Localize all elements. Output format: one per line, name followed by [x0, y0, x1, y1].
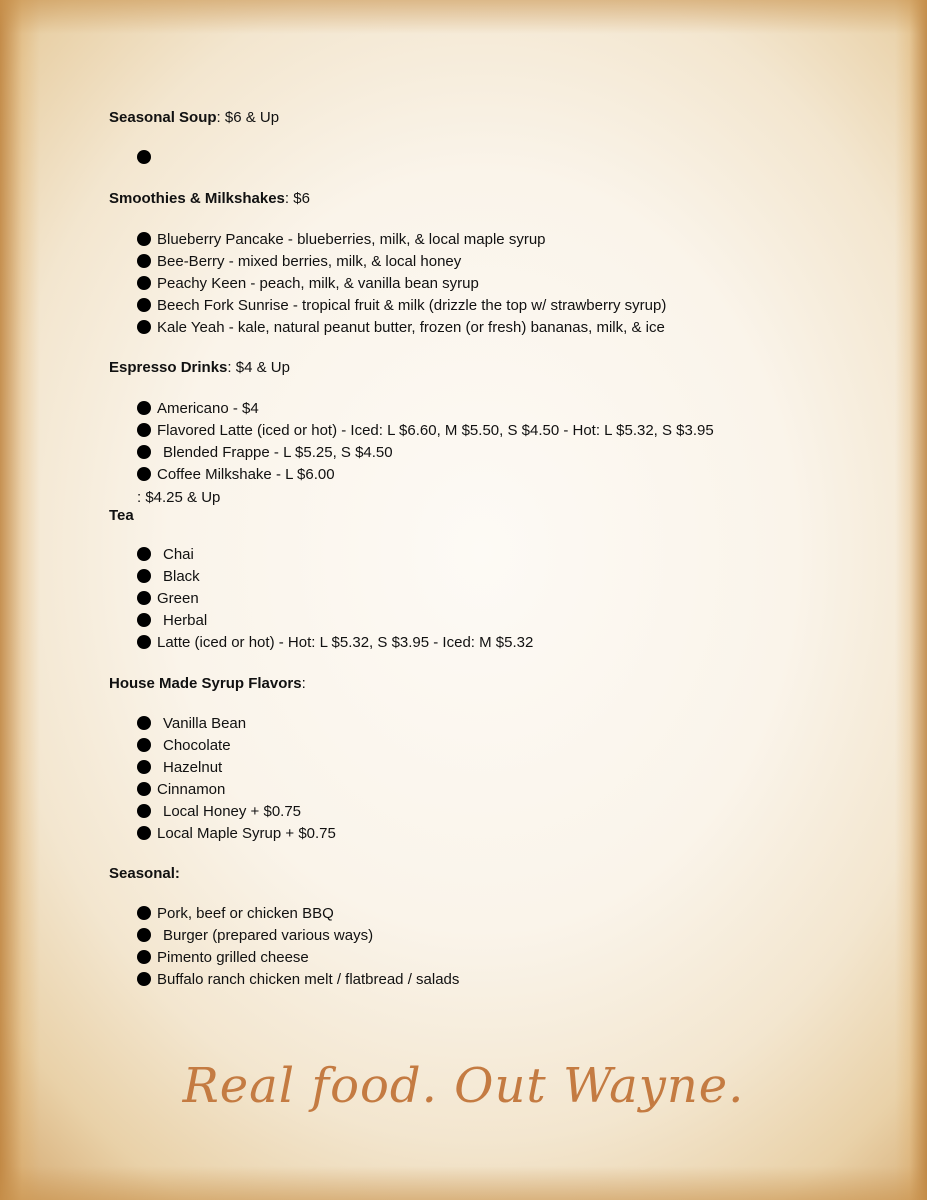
- bullet-icon: [137, 928, 151, 942]
- soup-price: : $6 & Up: [216, 109, 280, 126]
- bullet-icon: [137, 591, 151, 605]
- bullet-icon: [137, 826, 151, 840]
- list-item: Hazelnut: [137, 756, 336, 778]
- soup-list: [137, 146, 157, 168]
- soup-title: Seasonal Soup: [109, 109, 217, 126]
- list-item: Burger (prepared various ways): [137, 924, 459, 946]
- syrups-suffix: :: [301, 675, 306, 692]
- list-item: Local Maple Syrup + $0.75: [137, 822, 336, 844]
- bullet-icon: [137, 547, 151, 561]
- bullet-icon: [137, 320, 151, 334]
- syrups-title: House Made Syrup Flavors: [109, 675, 302, 692]
- bullet-icon: [137, 150, 151, 164]
- tea-title: Tea: [109, 507, 134, 524]
- smoothies-list: [137, 228, 666, 338]
- bullet-icon: [137, 467, 151, 481]
- bullet-icon: [137, 716, 151, 730]
- bullet-icon: [137, 972, 151, 986]
- list-item: Chocolate: [137, 734, 336, 756]
- espresso-list: [137, 397, 714, 485]
- paper-edge-right: [895, 0, 927, 1200]
- bullet-icon: [137, 760, 151, 774]
- smoothies-price: : $6: [284, 190, 310, 207]
- list-item: Beech Fork Sunrise - tropical fruit & milk (drizzle the top w/ strawberry syrup): [137, 294, 666, 316]
- paper-edge-top: [0, 0, 927, 34]
- list-item: Americano - $4: [137, 397, 714, 419]
- smoothies-title: Smoothies & Milkshakes: [109, 190, 285, 207]
- bullet-icon: [137, 804, 151, 818]
- tea-price: : $4.25 & Up: [137, 489, 221, 506]
- seasonal-list: [137, 902, 459, 990]
- list-item: Cinnamon: [137, 778, 336, 800]
- bullet-icon: [137, 423, 151, 437]
- bullet-icon: [137, 906, 151, 920]
- bullet-icon: [137, 298, 151, 312]
- list-item: Pork, beef or chicken BBQ: [137, 902, 459, 924]
- bullet-icon: [137, 613, 151, 627]
- list-item: Black: [137, 565, 533, 587]
- tagline: Real food. Out Wayne.: [182, 1058, 745, 1114]
- bullet-icon: [137, 738, 151, 752]
- list-item: Latte (iced or hot) - Hot: L $5.32, S $3.95 - Iced: M $5.32: [137, 631, 533, 653]
- bullet-icon: [137, 254, 151, 268]
- seasonal-title: Seasonal:: [109, 865, 180, 882]
- syrups-list: [137, 712, 336, 844]
- list-item: Chai: [137, 543, 533, 565]
- tea-list: [137, 543, 533, 653]
- syrups-heading: [109, 674, 306, 694]
- espresso-price: : $4 & Up: [227, 359, 290, 376]
- smoothies-heading: [109, 189, 310, 209]
- soup-heading: [109, 108, 279, 128]
- list-item: Blueberry Pancake - blueberries, milk, & local maple syrup: [137, 228, 666, 250]
- list-item: Pimento grilled cheese: [137, 946, 459, 968]
- bullet-icon: [137, 635, 151, 649]
- paper-edge-left: [0, 0, 40, 1200]
- espresso-title: Espresso Drinks: [109, 359, 228, 376]
- list-item: Bee-Berry - mixed berries, milk, & local honey: [137, 250, 666, 272]
- bullet-icon: [137, 276, 151, 290]
- bullet-icon: [137, 782, 151, 796]
- list-item: Buffalo ranch chicken melt / flatbread / salads: [137, 968, 459, 990]
- list-item: Kale Yeah - kale, natural peanut butter, frozen (or fresh) bananas, milk, & ice: [137, 316, 666, 338]
- list-item: Herbal: [137, 609, 533, 631]
- paper-edge-bottom: [0, 1166, 927, 1200]
- list-item: Flavored Latte (iced or hot) - Iced: L $6.60, M $5.50, S $4.50 - Hot: L $5.32, S $3.95: [137, 419, 714, 441]
- bullet-icon: [137, 232, 151, 246]
- list-item: Local Honey + $0.75: [137, 800, 336, 822]
- bullet-icon: [137, 569, 151, 583]
- list-item: [137, 146, 157, 168]
- bullet-icon: [137, 401, 151, 415]
- list-item: Coffee Milkshake - L $6.00: [137, 463, 714, 485]
- list-item: Peachy Keen - peach, milk, & vanilla bean syrup: [137, 272, 666, 294]
- list-item: Blended Frappe - L $5.25, S $4.50: [137, 441, 714, 463]
- list-item: Vanilla Bean: [137, 712, 336, 734]
- list-item: Green: [137, 587, 533, 609]
- bullet-icon: [137, 445, 151, 459]
- bullet-icon: [137, 950, 151, 964]
- espresso-heading: [109, 358, 290, 378]
